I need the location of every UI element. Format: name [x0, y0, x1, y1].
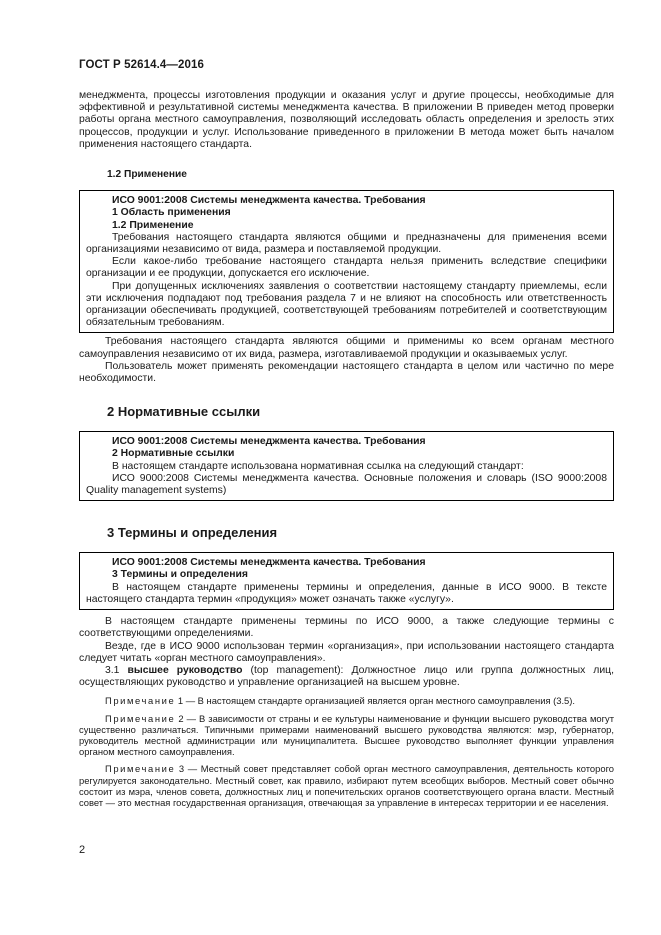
note-text: — Местный совет представляет собой орган местного самоуправления, деятельность которого регулируется законодательно. Местный совет, как правило, избирают путем всеобщих выборов. Местный совет обычно состоит из мэра, членов совета, должностных лиц и попечительских органов соответствующего органа власти. Местный совет — это местная государственная организация, отвечающая за управление в интересах территории и ее населения.: [79, 763, 615, 808]
quote-paragraph: В настоящем стандарте применены термины и определения, данные в ИСО 9000. В тексте настоящего стандарта термин «продукция» может означать также «услугу».: [86, 581, 607, 605]
term-english: (top management):: [250, 664, 344, 676]
quote-box-iso-3: [79, 552, 614, 610]
term-text: Должностное лицо или группа должностных лиц, осуществляющих руководство и управление организацией на высшем уровне.: [79, 664, 614, 689]
note-label: Примечание: [105, 712, 176, 724]
note-text: — В настоящем стандарте организацией является орган местного самоуправления (3.5).: [185, 695, 576, 707]
quote-box-iso-2: [79, 431, 614, 501]
quote-paragraph: В настоящем стандарте использована нормативная ссылка на следующий стандарт:: [112, 460, 524, 472]
quote-section: 2 Нормативные ссылки: [112, 448, 235, 460]
note-number: 3: [178, 763, 185, 775]
quote-paragraph: ИСО 9000:2008 Системы менеджмента качества. Основные положения и словарь (ISO 9000:2008 Quality management systems): [86, 472, 607, 497]
quote-box-iso-1-2: [79, 190, 614, 333]
quote-source: ИСО 9001:2008 Системы менеджмента качества. Требования: [112, 195, 426, 207]
note-number: 2: [178, 712, 184, 724]
note-text: — В зависимости от страны и ее культуры наименование и функции высшего руководства могут существенно различаться. Типичными примерами наименований высшего руководства являются: мэр, губернатор, руководитель местной администрации или муниципалитета. Высшее руководство выполняет функции управления органом местного самоуправления.: [79, 712, 615, 758]
quote-paragraph: Требования настоящего стандарта являются общими и предназначены для применения всеми организациями независимо от вида, размера и поставляемой продукции.: [86, 231, 607, 256]
note-3: [79, 763, 614, 808]
note-2: [79, 713, 614, 758]
subsection-heading-1-2: 1.2 Применение: [107, 169, 187, 181]
term-definition: [79, 665, 614, 689]
body-paragraph: Пользователь может применять рекомендации настоящего стандарта в целом или частично по мере необходимости.: [79, 360, 614, 385]
quote-subsection: 1.2 Применение: [112, 219, 194, 231]
intro-paragraph: менеджмента, процессы изготовления продукции и оказания услуг и другие процессы, необходимые для эффективной и результативной системы менеджмента качества. В приложении В приведен метод проверки работы органа местного самоуправления, позволяющий исследовать область определения и зрелость этих процессов, продукции и услуг. Использование приведенного в приложении В метода может быть началом применения настоящего стандарта.: [79, 90, 614, 150]
body-paragraph: В настоящем стандарте применены термины по ИСО 9000, а также следующие термины с соответствующими определениями.: [79, 616, 614, 640]
term-name: высшее руководство: [127, 664, 243, 676]
term-number: 3.1: [105, 664, 120, 676]
page-content: [79, 90, 614, 808]
section-heading-2: 2 Нормативные ссылки: [107, 404, 261, 420]
quote-paragraph: При допущенных исключениях заявления о соответствии настоящему стандарту приемлемы, если эти исключения подпадают под требования раздела 7 и не влияют на способность или ответственность организации обеспечивать продукцией, соответствующей требованиям потребителей и соответствующим обязательным требованиям.: [86, 280, 607, 329]
note-label: Примечание: [105, 763, 176, 775]
quote-paragraph: Если какое-либо требование настоящего стандарта нельзя применить вследствие специфики организации и ее продукции, допускается его исключение.: [86, 256, 607, 280]
quote-source: ИСО 9001:2008 Системы менеджмента качества. Требования: [112, 557, 426, 569]
page-number: 2: [79, 844, 86, 856]
section-heading-3: 3 Термины и определения: [107, 525, 278, 541]
note-number: 1: [177, 695, 184, 707]
note-1: [79, 695, 614, 706]
note-label: Примечание: [105, 695, 176, 707]
quote-section: 1 Область применения: [112, 207, 231, 219]
body-paragraph: Требования настоящего стандарта являются общими и применимы ко всем органам местного самоуправления независимо от их вида, размера, изготавливаемой продукции и оказываемых услуг.: [79, 336, 614, 360]
standard-code-header: ГОСТ Р 52614.4—2016: [79, 59, 204, 71]
quote-section: 3 Термины и определения: [112, 569, 248, 581]
body-paragraph: Везде, где в ИСО 9000 использован термин «организация», при использовании настоящего стандарта следует читать «орган местного самоуправления».: [79, 640, 614, 664]
quote-source: ИСО 9001:2008 Системы менеджмента качества. Требования: [112, 436, 426, 448]
